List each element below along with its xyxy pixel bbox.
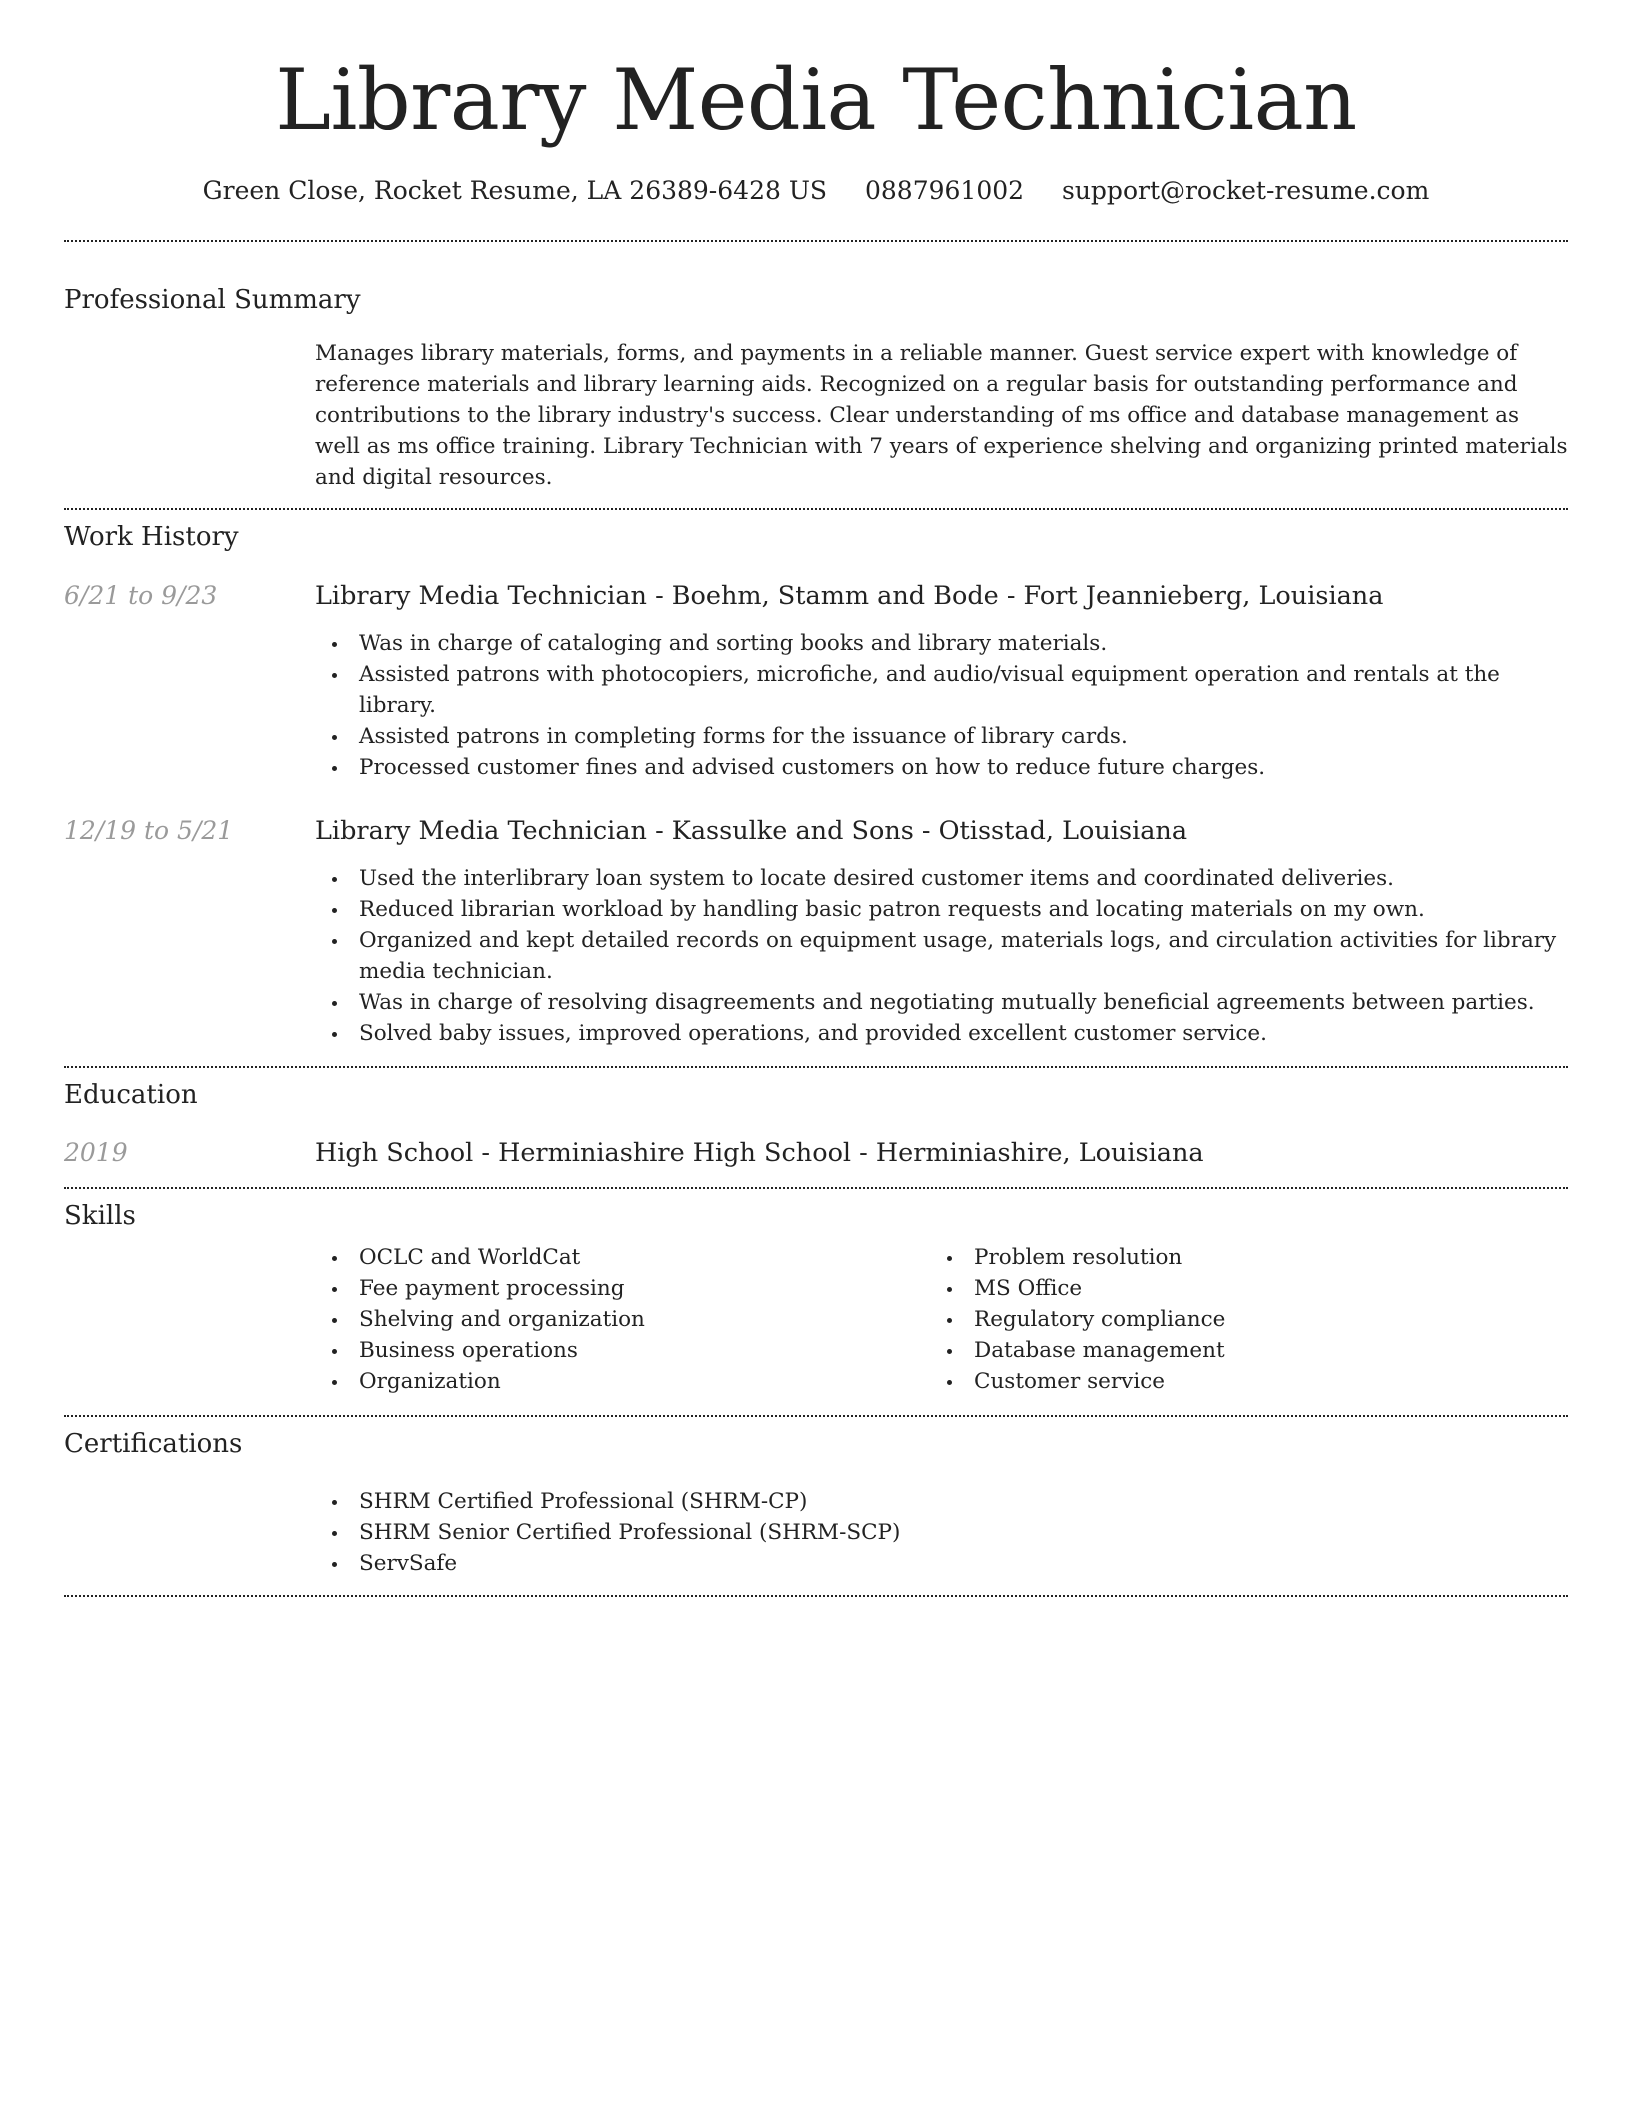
list-item: OCLC and WorldCat [315, 1242, 930, 1273]
list-item: Assisted patrons with photocopiers, microfiche, and audio/visual equipment operation and rentals at the library. [315, 659, 1568, 721]
list-item: Processed customer fines and advised customers on how to reduce future charges. [315, 752, 1568, 783]
list-item: Was in charge of resolving disagreements and negotiating mutually beneficial agreements between parties. [315, 987, 1568, 1018]
section-title-summary: Professional Summary [64, 285, 361, 315]
divider [64, 1187, 1568, 1189]
skills-list-right [930, 1242, 1545, 1397]
email: support@rocket-resume.com [1062, 176, 1430, 205]
section-title-certifications: Certifications [64, 1429, 243, 1459]
certifications-section [64, 1428, 1568, 1579]
list-item: MS Office [930, 1273, 1545, 1304]
divider [64, 1415, 1568, 1417]
divider [64, 240, 1568, 242]
education-text: High School - Herminiashire High School - Herminiashire, Louisiana [315, 1138, 1204, 1168]
job-dates: 6/21 to 9/23 [64, 581, 218, 610]
list-item: Solved baby issues, improved operations, and provided excellent customer service. [315, 1018, 1568, 1049]
list-item: Shelving and organization [315, 1304, 930, 1335]
divider [64, 508, 1568, 510]
education-year: 2019 [64, 1138, 128, 1167]
section-title-work: Work History [64, 522, 239, 552]
phone: 0887961002 [864, 176, 1025, 205]
divider [64, 1595, 1568, 1597]
job-entry [64, 580, 1568, 783]
list-item: Database management [930, 1335, 1545, 1366]
skills-section [64, 1200, 1568, 1397]
list-item: Problem resolution [930, 1242, 1545, 1273]
address: Green Close, Rocket Resume, LA 26389-6428 US [202, 176, 828, 205]
summary-section [64, 284, 1568, 493]
list-item: Organized and kept detailed records on equipment usage, materials logs, and circulation activities for library media technician. [315, 925, 1568, 987]
resume-header [64, 51, 1568, 206]
list-item: SHRM Certified Professional (SHRM-CP) [315, 1486, 1568, 1517]
section-title-education: Education [64, 1080, 198, 1110]
education-entry [64, 1137, 1568, 1169]
contact-line [64, 176, 1568, 206]
job-dates: 12/19 to 5/21 [64, 816, 234, 845]
resume-page [64, 0, 1568, 1597]
divider [64, 1066, 1568, 1068]
job-entry [64, 815, 1568, 1049]
list-item: SHRM Senior Certified Professional (SHRM-SCP) [315, 1517, 1568, 1548]
work-history-section [64, 521, 1568, 1049]
job-title: Library Media Technician - Boehm, Stamm and Bode - Fort Jeannieberg, Louisiana [315, 581, 1384, 611]
section-title-skills: Skills [64, 1201, 136, 1231]
education-section [64, 1079, 1568, 1169]
list-item: Fee payment processing [315, 1273, 930, 1304]
list-item: Was in charge of cataloging and sorting books and library materials. [315, 628, 1568, 659]
list-item: Reduced librarian workload by handling basic patron requests and locating materials on my own. [315, 894, 1568, 925]
job-bullets [315, 628, 1568, 783]
certifications-list [315, 1486, 1568, 1579]
list-item: Customer service [930, 1366, 1545, 1397]
job-title: Library Media Technician - Kassulke and Sons - Otisstad, Louisiana [315, 816, 1188, 846]
list-item: Assisted patrons in completing forms for the issuance of library cards. [315, 721, 1568, 752]
list-item: ServSafe [315, 1548, 1568, 1579]
job-bullets [315, 863, 1568, 1049]
candidate-name: Library Media Technician [275, 51, 1357, 149]
list-item: Regulatory compliance [930, 1304, 1545, 1335]
list-item: Used the interlibrary loan system to locate desired customer items and coordinated deliveries. [315, 863, 1568, 894]
summary-text: Manages library materials, forms, and payments in a reliable manner. Guest service expert with knowledge of reference materials and library learning aids. Recognized on a regular basis for outstanding performance and contributions to the library industry's success. Clear understanding of ms office and database management as well as ms office training. Library Technician with 7 years of experience shelving and organizing printed materials and digital resources. [315, 341, 1568, 490]
skills-list-left [315, 1242, 930, 1397]
list-item: Business operations [315, 1335, 930, 1366]
list-item: Organization [315, 1366, 930, 1397]
